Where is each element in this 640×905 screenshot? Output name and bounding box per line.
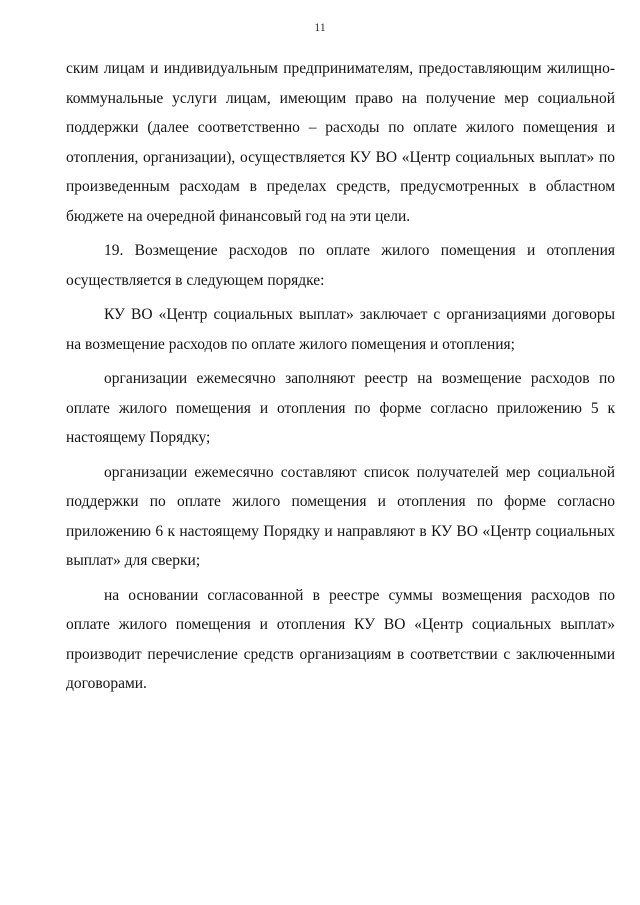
document-body bbox=[66, 54, 615, 699]
paragraph-continuation: ским лицам и индивидуальным предпринимателям, предоставляющим жилищно-коммунальные услуги лицам, имеющим право на получение мер социальной поддержки (далее соответственно – расходы по оплате жилого помещения и отопления, организации), осуществляется КУ ВО «Центр социальных выплат» по произведенным расходам в пределах средств, предусмотренных в областном бюджете на очередной финансовый год на эти цели. bbox=[66, 60, 615, 225]
paragraph-contracts: КУ ВО «Центр социальных выплат» заключает с организациями договоры на возмещение расходов по оплате жилого помещения и отопления; bbox=[66, 306, 615, 353]
paragraph-item-19: 19. Возмещение расходов по оплате жилого помещения и отопления осуществляется в следующем порядке: bbox=[66, 242, 615, 289]
paragraph-transfer: на основании согласованной в реестре суммы возмещения расходов по оплате жилого помещения и отопления КУ ВО «Центр социальных выплат» производит перечисление средств организациям в соответствии с заключенными договорами. bbox=[66, 586, 615, 692]
paragraph-recipients-list: организации ежемесячно составляют список получателей мер социальной поддержки по оплате жилого помещения и отопления по форме согласно приложению 6 к настоящему Порядку и направляют в КУ ВО «Центр социальных выплат» для сверки; bbox=[66, 463, 615, 569]
paragraph-registry: организации ежемесячно заполняют реестр на возмещение расходов по оплате жилого помещения и отопления по форме согласно приложению 5 к настоящему Порядку; bbox=[66, 370, 615, 446]
page-number: 11 bbox=[314, 20, 326, 34]
